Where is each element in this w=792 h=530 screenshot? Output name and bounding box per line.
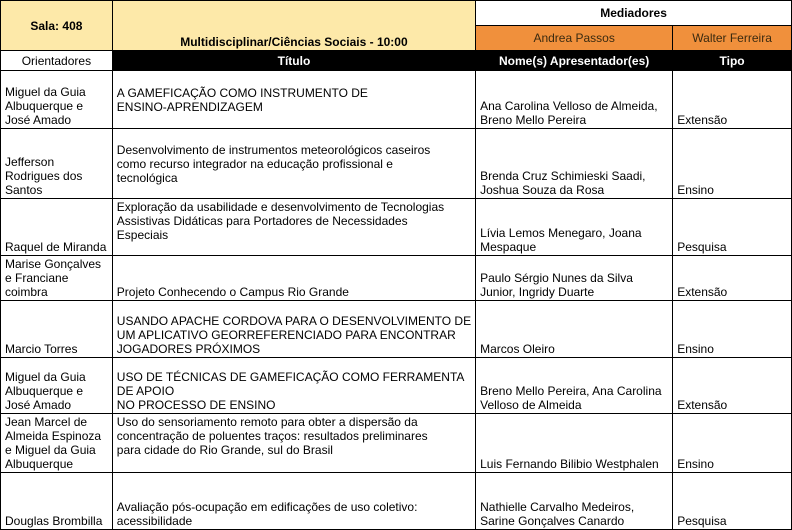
orientadores-line: e Miguel da Guia xyxy=(5,443,96,457)
presenters-cell xyxy=(476,256,673,301)
title-line: ENSINO-APRENDIZAGEM xyxy=(116,99,263,114)
title-line: USANDO APACHE CORDOVA PARA O DESENVOLVIMENTO DE xyxy=(116,314,472,328)
presenters-cell xyxy=(476,71,673,129)
title-line: USO DE TÉCNICAS DE GAMEFICAÇÃO COMO FERRAMENTA xyxy=(116,370,465,384)
orientadores-line: Douglas Brombilla xyxy=(5,514,103,528)
orientadores-line: Almeida Espinoza xyxy=(5,429,102,443)
presenters-line: Mespaque xyxy=(480,240,537,254)
orientadores-cell xyxy=(1,199,113,256)
orientadores-line: Rodrigues dos xyxy=(5,169,83,183)
schedule-rows xyxy=(1,71,792,530)
orientadores-line: Marise Gonçalves xyxy=(5,257,102,271)
orientadores-cell xyxy=(1,256,113,301)
orientadores-cell xyxy=(1,358,113,414)
presenters-cell xyxy=(476,358,673,414)
table-row xyxy=(1,71,792,129)
type-cell: Ensino xyxy=(673,129,792,199)
mediators-header: Mediadores xyxy=(476,1,792,26)
type-cell: Ensino xyxy=(673,301,792,358)
title-line: Avaliação pós-ocupação em edificações de uso coletivo: xyxy=(116,500,418,514)
orientadores-line: Albuquerque xyxy=(5,457,74,471)
orientadores-cell xyxy=(1,301,113,358)
orientadores-line: Raquel de Miranda xyxy=(5,240,107,254)
presenters-cell xyxy=(476,301,673,358)
table-row xyxy=(1,473,792,530)
table-row xyxy=(1,414,792,473)
presenters-line: Brenda Cruz Schimieski Saadi, xyxy=(480,169,646,183)
type-cell: Extensão xyxy=(673,71,792,129)
orientadores-line: Marcio Torres xyxy=(5,342,78,356)
orientadores-cell xyxy=(1,129,113,199)
table-row xyxy=(1,199,792,256)
orientadores-line: Santos xyxy=(5,183,43,197)
orientadores-line: Albuquerque e xyxy=(5,99,84,113)
title-line: Especiais xyxy=(116,228,169,242)
orientadores-cell xyxy=(1,71,113,129)
orientadores-line: Jefferson xyxy=(5,155,55,169)
presenters-cell xyxy=(476,129,673,199)
title-line: tecnológica xyxy=(116,170,178,185)
table-row xyxy=(1,301,792,358)
column-header-tipo: Tipo xyxy=(673,51,792,71)
table-row xyxy=(1,129,792,199)
session-title: Multidisciplinar/Ciências Sociais - 10:00 xyxy=(112,1,475,51)
presenters-line: Marcos Oleiro xyxy=(480,342,555,356)
title-line: Projeto Conhecendo o Campus Rio Grande xyxy=(116,285,349,299)
type-cell: Extensão xyxy=(673,358,792,414)
mediator-2: Walter Ferreira xyxy=(673,26,792,51)
title-cell xyxy=(112,414,475,473)
presenters-cell xyxy=(476,414,673,473)
title-cell xyxy=(112,473,475,530)
type-cell: Ensino xyxy=(673,414,792,473)
presenters-line: Junior, Ingridy Duarte xyxy=(480,285,595,299)
column-header-titulo: Título xyxy=(112,51,475,71)
title-cell xyxy=(112,358,475,414)
title-cell xyxy=(112,129,475,199)
presenters-line: Paulo Sérgio Nunes da Silva xyxy=(480,271,633,285)
type-cell: Pesquisa xyxy=(673,199,792,256)
column-header-apresentadores: Nome(s) Apresentador(es) xyxy=(476,51,673,71)
presenters-line: Sarine Gonçalves Canardo xyxy=(480,514,625,528)
title-line: acessibilidade xyxy=(116,514,193,528)
orientadores-cell xyxy=(1,473,113,530)
title-line: DE APOIO xyxy=(116,384,175,398)
orientadores-line: Albuquerque e xyxy=(5,384,84,398)
orientadores-line: Miguel da Guia xyxy=(5,85,86,99)
presenters-line: Breno Mello Pereira xyxy=(480,113,587,127)
type-cell: Pesquisa xyxy=(673,473,792,530)
presenters-line: Breno Mello Pereira, Ana Carolina xyxy=(480,384,662,398)
title-line: UM APLICATIVO GEORREFERENCIADO PARA ENCONTRAR xyxy=(116,328,456,342)
orientadores-line: Miguel da Guia xyxy=(5,370,86,384)
orientadores-line: José Amado xyxy=(5,398,72,412)
title-cell xyxy=(112,71,475,129)
orientadores-line: coimbra xyxy=(5,285,48,299)
orientadores-line: José Amado xyxy=(5,113,72,127)
presenters-line: Luis Fernando Bilibio Westphalen xyxy=(480,457,659,471)
title-line: para cidade do Rio Grande, sul do Brasil xyxy=(116,443,333,457)
table-row xyxy=(1,358,792,414)
presenters-line: Nathielle Carvalho Medeiros, xyxy=(480,500,635,514)
room-label: Sala: 408 xyxy=(1,1,113,51)
title-line: NO PROCESSO DE ENSINO xyxy=(116,398,276,412)
title-line: A GAMEFICAÇÃO COMO INSTRUMENTO DE xyxy=(116,85,368,100)
presenters-cell xyxy=(476,199,673,256)
orientadores-line: Jean Marcel de xyxy=(5,415,88,429)
title-line: JOGADORES PRÓXIMOS xyxy=(116,342,261,356)
column-header-orientadores: Orientadores xyxy=(1,51,113,71)
presenters-line: Joshua Souza da Rosa xyxy=(480,183,605,197)
presenters-line: Ana Carolina Velloso de Almeida, xyxy=(480,99,658,113)
orientadores-cell xyxy=(1,414,113,473)
table-row xyxy=(1,256,792,301)
orientadores-line: e Franciane xyxy=(5,271,69,285)
title-line: Desenvolvimento de instrumentos meteorológicos caseiros xyxy=(116,142,431,157)
title-line: Uso do sensoriamento remoto para obter a dispersão da xyxy=(116,415,418,429)
title-line: como recurso integrador na educação profissional e xyxy=(116,156,393,171)
title-cell xyxy=(112,256,475,301)
type-cell: Extensão xyxy=(673,256,792,301)
presenters-line: Velloso de Almeida xyxy=(480,398,582,412)
title-line: concentração de poluentes traços: resultados preliminares xyxy=(116,429,428,443)
presenters-line: Lívia Lemos Menegaro, Joana xyxy=(480,226,642,240)
title-line: Exploração da usabilidade e desenvolvimento de Tecnologias xyxy=(116,200,445,214)
mediator-1: Andrea Passos xyxy=(476,26,673,51)
title-line: Assistivas Didáticas para Portadores de Necessidades xyxy=(116,214,408,228)
title-cell xyxy=(112,199,475,256)
title-cell xyxy=(112,301,475,358)
presenters-cell xyxy=(476,473,673,530)
